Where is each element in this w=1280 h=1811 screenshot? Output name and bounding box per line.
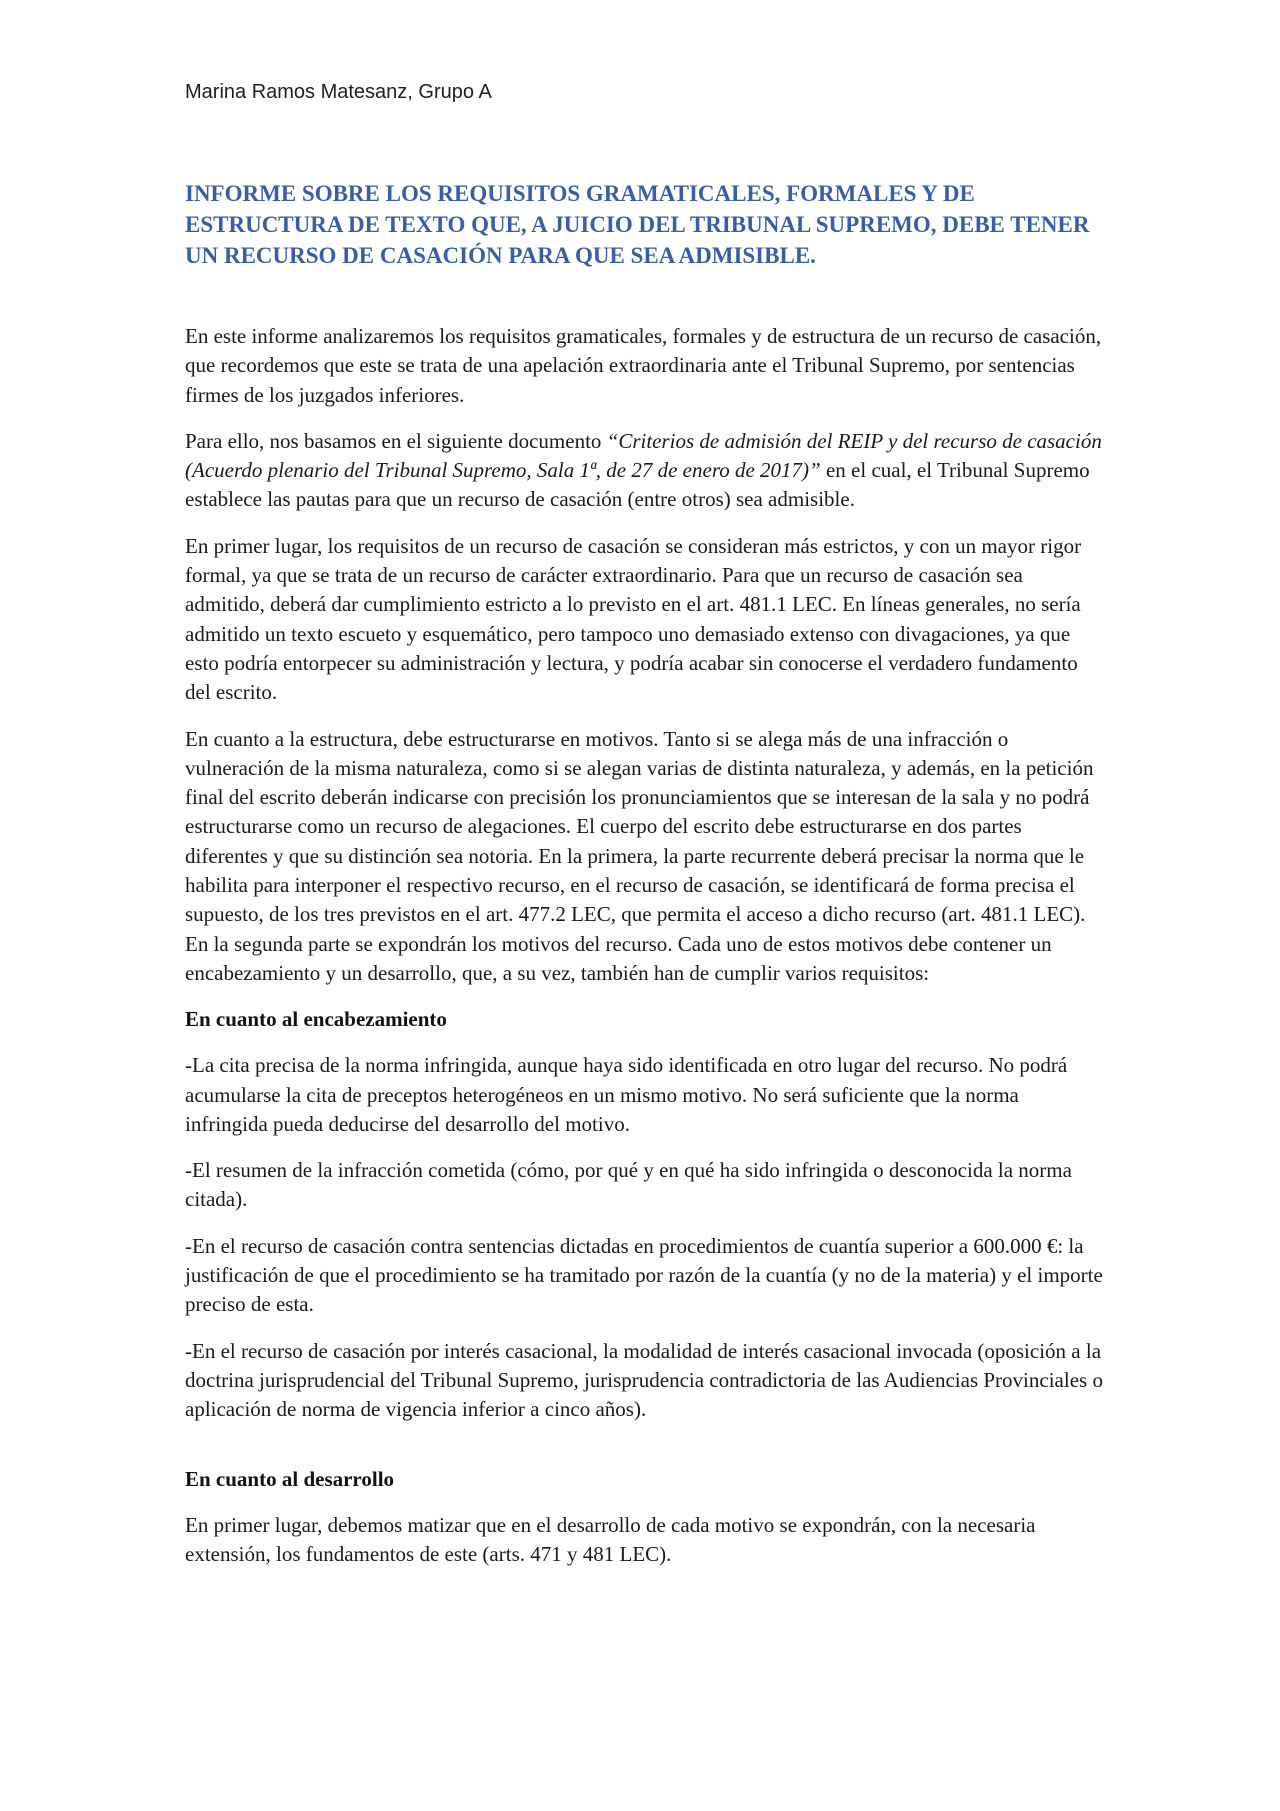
paragraph-source-rest: en el cual, el Tribunal Supremo establece las pautas para que un recurso de casación (entre otros) sea admisible. xyxy=(185,458,1090,512)
heading-encabezamiento: En cuanto al encabezamiento xyxy=(185,1007,447,1032)
paragraph-desarrollo: En primer lugar, debemos matizar que en el desarrollo de cada motivo se expondrán, con la necesaria extensión, los fundamentos de este (arts. 471 y 481 LEC). xyxy=(185,1512,1036,1566)
author-header: Marina Ramos Matesanz, Grupo A xyxy=(185,81,492,103)
heading-desarrollo: En cuanto al desarrollo xyxy=(185,1466,395,1491)
paragraph-intro: En este informe analizaremos los requisitos gramaticales, formales y de estructura de un recurso de casación, que recordemos que este se trata de una apelación extraordinaria ante el Tribunal Supremo, por sentencias firmes de los juzgados inferiores. xyxy=(185,324,1102,407)
paragraph-source xyxy=(185,427,1105,515)
list-item: -El resumen de la infracción cometida (cómo, por qué y en qué ha sido infringida o desconocida la norma citada). xyxy=(185,1158,1072,1212)
list-item: -En el recurso de casación contra sentencias dictadas en procedimientos de cuantía superior a 600.000 €: la justificación de que el procedimiento se ha tramitado por razón de la cuantía (y no de la materia) y el importe preciso de esta. xyxy=(185,1233,1103,1317)
paragraph-requirements: En primer lugar, los requisitos de un recurso de casación se consideran más estrictos, y con un mayor rigor formal, ya que se trata de un recurso de carácter extraordinario. Para que un recurso de casación sea admitido, deberá dar cumplimiento estricto a lo previsto en el art. 481.1 LEC. En líneas generales, no sería admitido un texto escueto y esquemático, pero tampoco uno demasiado extenso con divagaciones, ya que esto podría entorpecer su administración y lectura, y podría acabar sin conocerse el verdadero fundamento del escrito. xyxy=(185,533,1082,705)
source-citation: “Criterios de admisión del REIP y del recurso de casación (Acuerdo plenario del Tribunal Supremo, Sala 1ª, de 27 de enero de 2017)” xyxy=(185,428,1102,483)
paragraph-source-intro: Para ello, nos basamos en el siguiente documento xyxy=(185,428,607,453)
page-content xyxy=(185,78,1105,1566)
list-item: -En el recurso de casación por interés casacional, la modalidad de interés casacional invocada (oposición a la doctrina jurisprudencial del Tribunal Supremo, jurisprudencia contradictoria de las Audiencias Provinciales o aplicación de norma de vigencia inferior a cinco años). xyxy=(185,1338,1103,1422)
list-item: -La cita precisa de la norma infringida, aunque haya sido identificada en otro lugar del recurso. No podrá acumularse la cita de preceptos heterogéneos en un mismo motivo. No será suficiente que la norma infringida pueda deducirse del desarrollo del motivo. xyxy=(185,1053,1068,1136)
document-body xyxy=(185,322,1105,1586)
paragraph-structure: En cuanto a la estructura, debe estructurarse en motivos. Tanto si se alega más de una infracción o vulneración de la misma naturaleza, como si se alegan varias de distinta naturaleza, y además, en la petición final del escrito deberán indicarse con precisión los pronunciamientos que se interesan de la sala y no podrá estructurarse como un recurso de alegaciones. El cuerpo del escrito debe estructurarse en dos partes diferentes y que su distinción sea notoria. En la primera, la parte recurrente deberá precisar la norma que le habilita para interponer el respectivo recurso, en el recurso de casación, se identificará de forma precisa el supuesto, de los tres previstos en el art. 477.2 LEC, que permita el acceso a dicho recurso (art. 481.1 LEC). En la segunda parte se expondrán los motivos del recurso. Cada uno de estos motivos debe contener un encabezamiento y un desarrollo, que, a su vez, también han de cumplir varios requisitos: xyxy=(185,726,1094,985)
document-title: INFORME SOBRE LOS REQUISITOS GRAMATICALES, FORMALES Y DE ESTRUCTURA DE TEXTO QUE, A JUICIO DEL TRIBUNAL SUPREMO, DEBE TENER UN RECURSO DE CASACIÓN PARA QUE SEA ADMISIBLE. xyxy=(185,181,1090,268)
